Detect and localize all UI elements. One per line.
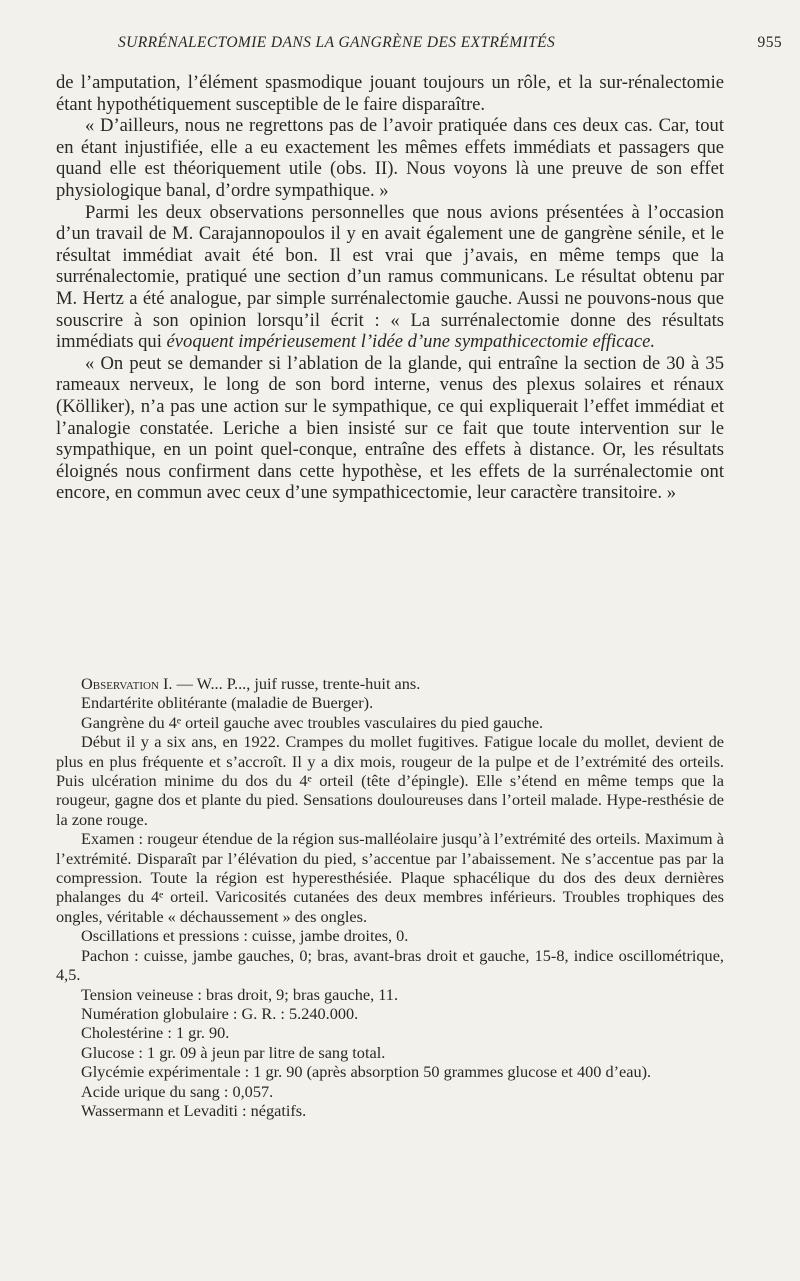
obs-line: Cholestérine : 1 gr. 90.: [81, 1023, 230, 1043]
obs-line: Glucose : 1 gr. 09 à jeun par litre de sang total.: [81, 1042, 386, 1062]
obs-line: Glycémie expérimentale : 1 gr. 90 (après absorption 50 grammes glucose et 400 d’eau).: [81, 1062, 652, 1082]
observation-heading: [56, 674, 724, 693]
obs-line: Tension veineuse : bras droit, 9; bras gauche, 11.: [81, 984, 399, 1004]
main-text: [56, 72, 724, 504]
italic-phrase-4: sympathicectomie efficace.: [454, 331, 655, 353]
obs-line: Endartérite oblitérante (maladie de Buerger).: [81, 693, 374, 713]
obs-line: Numération globulaire : G. R. : 5.240.000.: [81, 1003, 359, 1023]
paragraph-2: « D’ailleurs, nous ne regrettons pas de l’avoir pratiquée dans ces deux cas. Car, tout en étant injustifiée, elle a eu exactement les mêmes effets immédiats et passagers que quand elle est théoriquement utile (obs. II). Nous voyons là une preuve de son effet physiologique banal, d’ordre sympathique. »: [56, 115, 724, 201]
obs-line: Acide urique du sang : 0,057.: [81, 1081, 274, 1101]
running-header: [118, 34, 782, 56]
obs-line: Gangrène du 4ᵉ orteil gauche avec troubles vasculaires du pied gauche.: [81, 712, 544, 732]
paragraph-4: « On peut se demander si l’ablation de la glande, qui entraîne la section de 30 à 35 rameaux nerveux, le long de son bord interne, venus des plexus solaires et rénaux (Kölliker), n’a pas une action sur le sympathique, ce qui expliquerait l’effet immédiat et l’analogie constatée. Leriche a bien insisté sur ce fait que toute intervention sur le sympathique, en un point quel-conque, entraîne des effets à distance. Or, les résultats éloignés nous confirment dans cette hypothèse, et les effets de la surrénalectomie ont encore, en commun avec ceux d’une sympathicectomie, leur caractère transitoire. »: [56, 352, 724, 504]
running-title: SURRÉNALECTOMIE DANS LA GANGRÈNE DES EXTRÉMITÉS: [118, 34, 556, 51]
italic-phrase-3: d’une: [407, 331, 451, 353]
observation-label: Observation I.: [81, 674, 173, 693]
paragraph-3-text: Parmi les deux observations personnelles que nous avions présentées à l’occasion d’un travail de M. Carajannopoulos il y en avait également une de gangrène sénile, et le résultat immédiat avait été bon. Il est vrai que j’avais, en même temps que la surrénalectomie, pratiqué une section d’un ramus communicans. Le résultat obtenu par M. Hertz a été analogue, par simple surrénalectomie gauche. Aussi ne pouvons-nous que souscrire à son opinion lorsqu’il écrit : « La surrénalectomie donne des résultats immédiats qui: [56, 201, 724, 353]
obs-line: Oscillations et pressions : cuisse, jambe droites, 0.: [81, 926, 409, 946]
obs-line: Début il y a six ans, en 1922. Crampes du mollet fugitives. Fatigue locale du mollet, devient de plus en plus fréquente et s’accroît. Il y a dix mois, rougeur de la pulpe et de l’extrémité des orteils. Puis ulcération minime du dos du 4ᵉ orteil (tête d’épingle). Elle s’étend en même temps que la rougeur, gagne dos et plante du pied. Sensations douloureuses dans l’orteil malade. Hype-resthésie de la zone rouge.: [56, 732, 724, 829]
page-number: 955: [757, 34, 782, 51]
observation-block: [56, 674, 724, 1120]
obs-line: Pachon : cuisse, jambe gauches, 0; bras, avant-bras droit et gauche, 15-8, indice oscillométrique, 4,5.: [56, 945, 724, 985]
obs-line: Examen : rougeur étendue de la région sus-malléolaire jusqu’à l’extrémité des orteils. Maximum à l’extrémité. Disparaît par l’élévation du pied, s’accentue par l’abaissement. Ne s’accentue pas par la compression. Toute la région est hyperesthésiée. Plaque sphacélique du dos des deux dernières phalanges du 4ᵉ orteil. Varicosités cutanées des deux membres inférieurs. Troubles trophiques des ongles, véritable « déchaussement » des ongles.: [56, 829, 724, 926]
paragraph-1: de l’amputation, l’élément spasmodique jouant toujours un rôle, et la sur-rénalectomie étant hypothétiquement susceptible de le faire disparaître.: [56, 72, 724, 115]
italic-phrase-2: l’idée: [360, 331, 404, 353]
obs-line: Wassermann et Levaditi : négatifs.: [81, 1100, 307, 1120]
observation-subject: — W... P..., juif russe, trente-huit ans.: [176, 674, 421, 693]
paragraph-3: [56, 202, 724, 353]
italic-phrase-1: évoquent impérieusement: [166, 331, 357, 353]
